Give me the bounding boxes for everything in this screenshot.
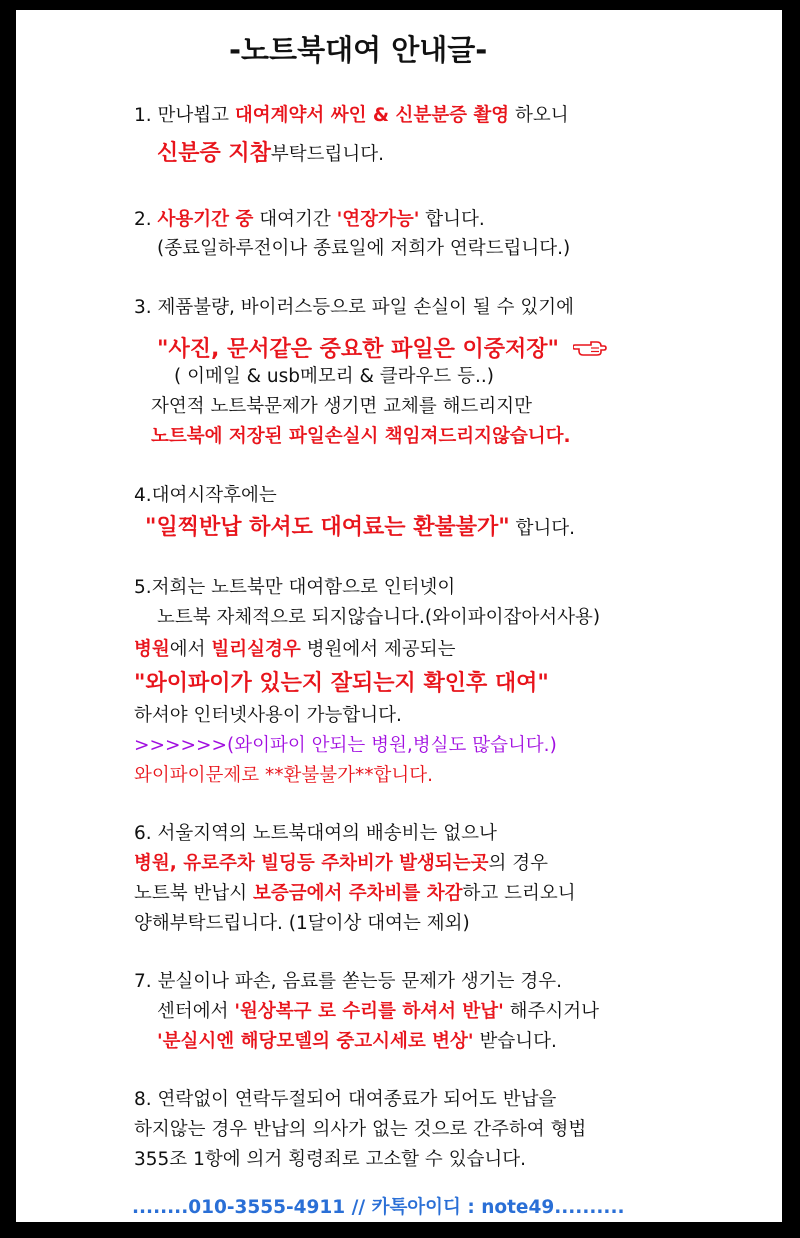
section-6-line-2: 병원, 유로주차 빌딩등 주차비가 발생되는곳의 경우 <box>134 853 548 874</box>
section-5-line-7: 와이파이문제로 **환불불가**합니다. <box>134 765 433 786</box>
section-3-line-1: 3. 제품불량, 바이러스등으로 파일 손실이 될 수 있기에 <box>134 297 574 318</box>
section-2-line-1: 2. 사용기간 중 대여기간 '연장가능' 합니다. <box>134 209 485 230</box>
section-3-line-5: 노트북에 저장된 파일손실시 책임져드리지않습니다. <box>151 426 571 447</box>
section-2-line-2: (종료일하루전이나 종료일에 저희가 연락드립니다.) <box>157 238 571 259</box>
section-3-line-3: ( 이메일 & usb메모리 & 클라우드 등..) <box>174 366 495 387</box>
section-3-line-4: 자연적 노트북문제가 생기면 교체를 해드리지만 <box>151 396 532 417</box>
page-title: -노트북대여 안내글- <box>229 33 488 67</box>
pointing-hand-icon <box>573 339 607 364</box>
section-6-line-3: 노트북 반납시 보증금에서 주차비를 차감하고 드리오니 <box>134 883 576 904</box>
section-5-line-5: 하셔야 인터넷사용이 가능합니다. <box>134 705 402 726</box>
section-7-line-3: '분실시엔 해당모델의 중고시세로 변상' 받습니다. <box>157 1031 557 1052</box>
section-1-line-1: 1. 만나뵙고 대여계약서 싸인 & 신분분증 촬영 하오니 <box>134 105 569 126</box>
contact-info: ........010-3555-4911 // 카톡아이디 : note49.......... <box>132 1197 625 1218</box>
section-5-line-3: 병원에서 빌리실경우 병원에서 제공되는 <box>134 639 456 660</box>
section-1-line-2: 신분증 지참부탁드립니다. <box>157 141 385 166</box>
section-7-line-1: 7. 분실이나 파손, 음료를 쏟는등 문제가 생기는 경우. <box>134 971 562 992</box>
section-5-line-6: >>>>>>(와이파이 안되는 병원,병실도 많습니다.) <box>134 735 557 756</box>
notice-sheet <box>16 10 782 1222</box>
section-5-line-1: 5.저희는 노트북만 대여함으로 인터넷이 <box>134 577 456 598</box>
section-7-line-2: 센터에서 '원상복구 로 수리를 하셔서 반납' 해주시거나 <box>157 1001 600 1022</box>
section-5-line-2: 노트북 자체적으로 되지않습니다.(와이파이잡아서사용) <box>157 607 601 628</box>
section-6-line-4: 양해부탁드립니다. (1달이상 대여는 제외) <box>134 913 470 934</box>
section-4-line-2: "일찍반납 하셔도 대여료는 환불불가" 합니다. <box>145 515 576 540</box>
section-5-line-4: "와이파이가 있는지 잘되는지 확인후 대여" <box>134 671 549 696</box>
section-8-line-2: 하지않는 경우 반납의 의사가 없는 것으로 간주하여 형법 <box>134 1119 587 1140</box>
section-3-line-2: "사진, 문서같은 중요한 파일은 이중저장" <box>157 336 607 364</box>
section-8-line-3: 355조 1항에 의거 횡령죄로 고소할 수 있습니다. <box>134 1149 527 1170</box>
section-6-line-1: 6. 서울지역의 노트북대여의 배송비는 없으나 <box>134 823 497 844</box>
section-8-line-1: 8. 연락없이 연락두절되어 대여종료가 되어도 반납을 <box>134 1089 557 1110</box>
section-4-line-1: 4.대여시작후에는 <box>134 485 277 506</box>
